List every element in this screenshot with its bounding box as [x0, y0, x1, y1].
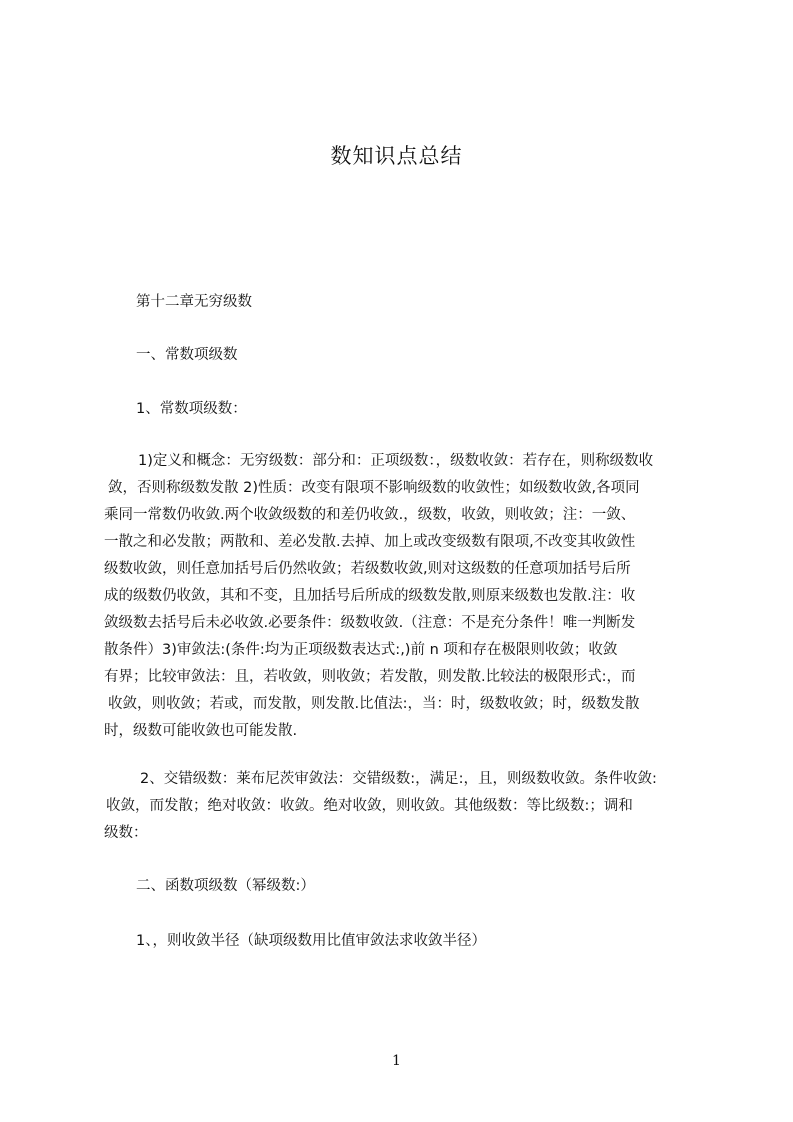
- section-heading-1: [136, 342, 238, 369]
- section-heading-2: [136, 873, 315, 900]
- paragraph-line: 一散之和必发散；两散和、差必发散.去掉、加上或改变级数有限项,不改变其收敛性: [104, 534, 636, 550]
- chapter-heading-text: 第十二章无穷级数: [136, 294, 252, 310]
- subsection-heading-1-text: 1、常数项级数：: [136, 401, 247, 417]
- paragraph-definitions: [104, 448, 653, 745]
- paragraph-alternating-series: [104, 766, 657, 847]
- page-number: 1: [392, 1053, 401, 1069]
- section-heading-2-text: 二、函数项级数（幂级数:）: [136, 878, 315, 894]
- subsection-heading-2: [136, 928, 486, 955]
- subsection-heading-1: [136, 396, 247, 423]
- paragraph-line: 敛，否则称级数发散 2)性质：改变有限项不影响级数的收敛性；如级数收敛,各项同: [108, 480, 640, 496]
- paragraph-line: 有界；比较审敛法：且，若收敛，则收敛；若发散，则发散.比较法的极限形式:，而: [104, 669, 636, 685]
- paragraph-line: 收敛，而发散；绝对收敛：收敛。绝对收敛，则收敛。其他级数：等比级数:；调和: [106, 798, 633, 814]
- paragraph-line: 敛级数去括号后未必收敛.必要条件：级数收敛.（注意：不是充分条件！唯一判断发: [104, 615, 636, 631]
- paragraph-line: 2、交错级数：莱布尼茨审敛法：交错级数:，满足:，且，则级数收敛。条件收敛:: [140, 771, 657, 787]
- paragraph-line: 成的级数仍收敛，其和不变，且加括号后所成的级数发散,则原来级数也发散.注：收: [104, 588, 636, 604]
- paragraph-line: 1)定义和概念：无穷级数：部分和：正项级数：，级数收敛：若存在，则称级数收: [138, 453, 654, 469]
- paragraph-line: 散条件）3)审敛法:(条件:均为正项级数表达式:,)前 n 项和存在极限则收敛；收敛: [104, 642, 618, 658]
- paragraph-line: 级数收敛，则任意加括号后仍然收敛；若级数收敛,则对这级数的任意项加括号后所: [104, 561, 631, 577]
- document-title: 数知识点总结: [330, 144, 463, 168]
- chapter-heading: [136, 289, 252, 316]
- section-heading-1-text: 一、常数项级数: [136, 347, 238, 363]
- paragraph-line: 乘同一常数仍收敛.两个收敛级数的和差仍收敛.，级数，收敛，则收敛；注：一敛、: [104, 507, 636, 523]
- paragraph-line: 级数：: [104, 825, 148, 841]
- paragraph-line: 时，级数可能收敛也可能发散.: [104, 723, 298, 739]
- subsection-heading-2-text: 1、，则收敛半径（缺项级数用比值审敛法求收敛半径）: [136, 933, 486, 949]
- paragraph-line: 收敛，则收敛；若或，而发散，则发散.比值法:，当：时，级数收敛；时，级数发散: [108, 696, 640, 712]
